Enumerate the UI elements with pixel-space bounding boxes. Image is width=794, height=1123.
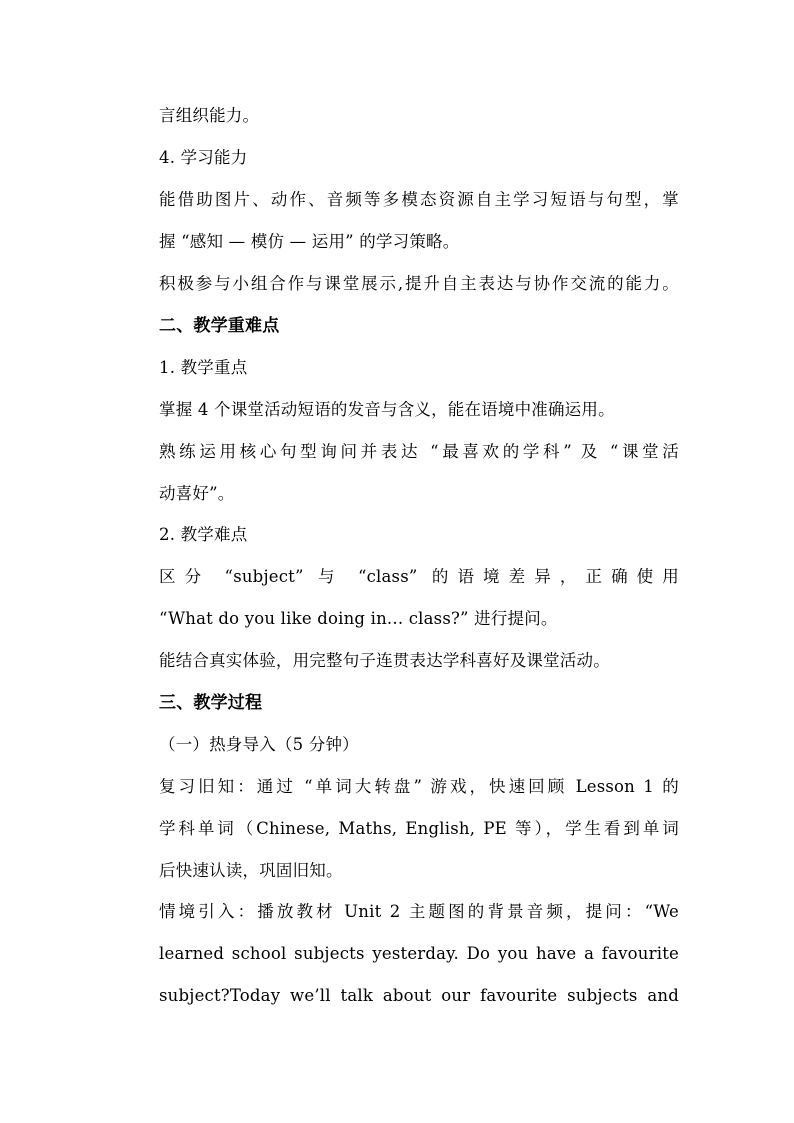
section-subheading: 1. 教学重点: [159, 358, 248, 377]
section-subheading: （一）热身导入（5 分钟）: [159, 735, 359, 754]
text-line: 掌握 4 个课堂活动短语的发音与含义，能在语境中准确运用。: [159, 400, 615, 419]
section-subheading: 4. 学习能力: [159, 148, 248, 167]
section-heading: 三、教学过程: [159, 693, 263, 713]
section-heading: 二、教学重难点: [159, 316, 280, 336]
text-line: 区分 “subject” 与 “class” 的语境差异，正确使用: [159, 567, 679, 586]
text-line: 动喜好”。: [159, 484, 235, 503]
text-line: “What do you like doing in... class?” 进行提问。: [159, 609, 558, 628]
text-line: 积极参与小组合作与课堂展示,提升自主表达与协作交流的能力。: [159, 274, 679, 293]
text-line: 情境引入：播放教材 Unit 2 主题图的背景音频，提问：“We: [159, 902, 679, 921]
text-line: 能结合真实体验，用完整句子连贯表达学科喜好及课堂活动。: [159, 651, 610, 670]
text-line: 复习旧知：通过 “单词大转盘” 游戏，快速回顾 Lesson 1 的: [159, 777, 679, 796]
text-line: 言组织能力。: [159, 106, 260, 125]
text-line: subject?Today we’ll talk about our favourite subjects and: [159, 986, 679, 1005]
text-line: 握 “感知 — 模仿 — 运用” 的学习策略。: [159, 232, 460, 251]
text-line: 熟练运用核心句型询问并表达 “最喜欢的学科” 及 “课堂活: [159, 442, 679, 461]
section-subheading: 2. 教学难点: [159, 525, 248, 544]
text-line: 学科单词（Chinese, Maths, English, PE 等），学生看到单词: [159, 819, 679, 838]
text-line: learned school subjects yesterday. Do you have a favourite: [159, 944, 679, 963]
text-line: 能借助图片、动作、音频等多模态资源自主学习短语与句型，掌: [159, 190, 679, 209]
text-line: 后快速认读，巩固旧知。: [159, 861, 343, 880]
